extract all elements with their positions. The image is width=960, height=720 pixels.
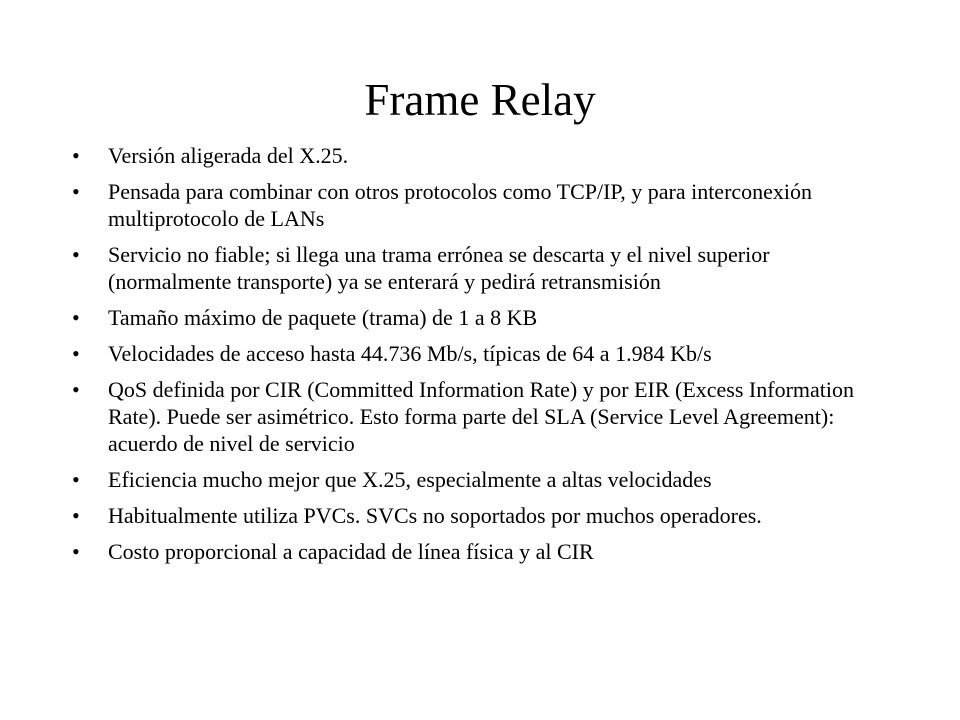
bullet-list <box>72 142 892 574</box>
bullet-dot-icon: • <box>72 242 80 267</box>
bullet-text: QoS definida por CIR (Committed Information Rate) y por EIR (Excess Information Rate). Puede ser asimétrico. Esto forma parte del SLA (Service Level Agreement): acuerdo de nivel de servicio <box>108 377 855 456</box>
bullet-text: Eficiencia mucho mejor que X.25, especialmente a altas velocidades <box>108 467 712 492</box>
bullet-dot-icon: • <box>72 341 80 366</box>
bullet-item <box>72 340 892 367</box>
bullet-text: Pensada para combinar con otros protocolos como TCP/IP, y para interconexión multiprotocolo de LANs <box>108 179 813 231</box>
bullet-item <box>72 304 892 331</box>
slide-title: Frame Relay <box>364 75 596 125</box>
bullet-item <box>72 178 892 232</box>
bullet-text: Velocidades de acceso hasta 44.736 Mb/s, típicas de 64 a 1.984 Kb/s <box>108 341 712 366</box>
bullet-text: Servicio no fiable; si llega una trama errónea se descarta y el nivel superior (normalmente transporte) ya se enterará y pedirá retransmisión <box>108 242 770 294</box>
bullet-text: Habitualmente utiliza PVCs. SVCs no soportados por muchos operadores. <box>108 503 762 528</box>
bullet-item <box>72 466 892 493</box>
bullet-dot-icon: • <box>72 143 80 168</box>
bullet-item <box>72 502 892 529</box>
bullet-dot-icon: • <box>72 179 80 204</box>
bullet-dot-icon: • <box>72 305 80 330</box>
bullet-dot-icon: • <box>72 467 80 492</box>
bullet-item <box>72 142 892 169</box>
bullet-dot-icon: • <box>72 377 80 402</box>
bullet-dot-icon: • <box>72 539 80 564</box>
bullet-dot-icon: • <box>72 503 80 528</box>
bullet-item <box>72 538 892 565</box>
bullet-text: Costo proporcional a capacidad de línea física y al CIR <box>108 539 594 564</box>
bullet-item <box>72 241 892 295</box>
bullet-text: Tamaño máximo de paquete (trama) de 1 a 8 KB <box>108 305 538 330</box>
bullet-item <box>72 376 892 457</box>
bullet-text: Versión aligerada del X.25. <box>108 143 349 168</box>
